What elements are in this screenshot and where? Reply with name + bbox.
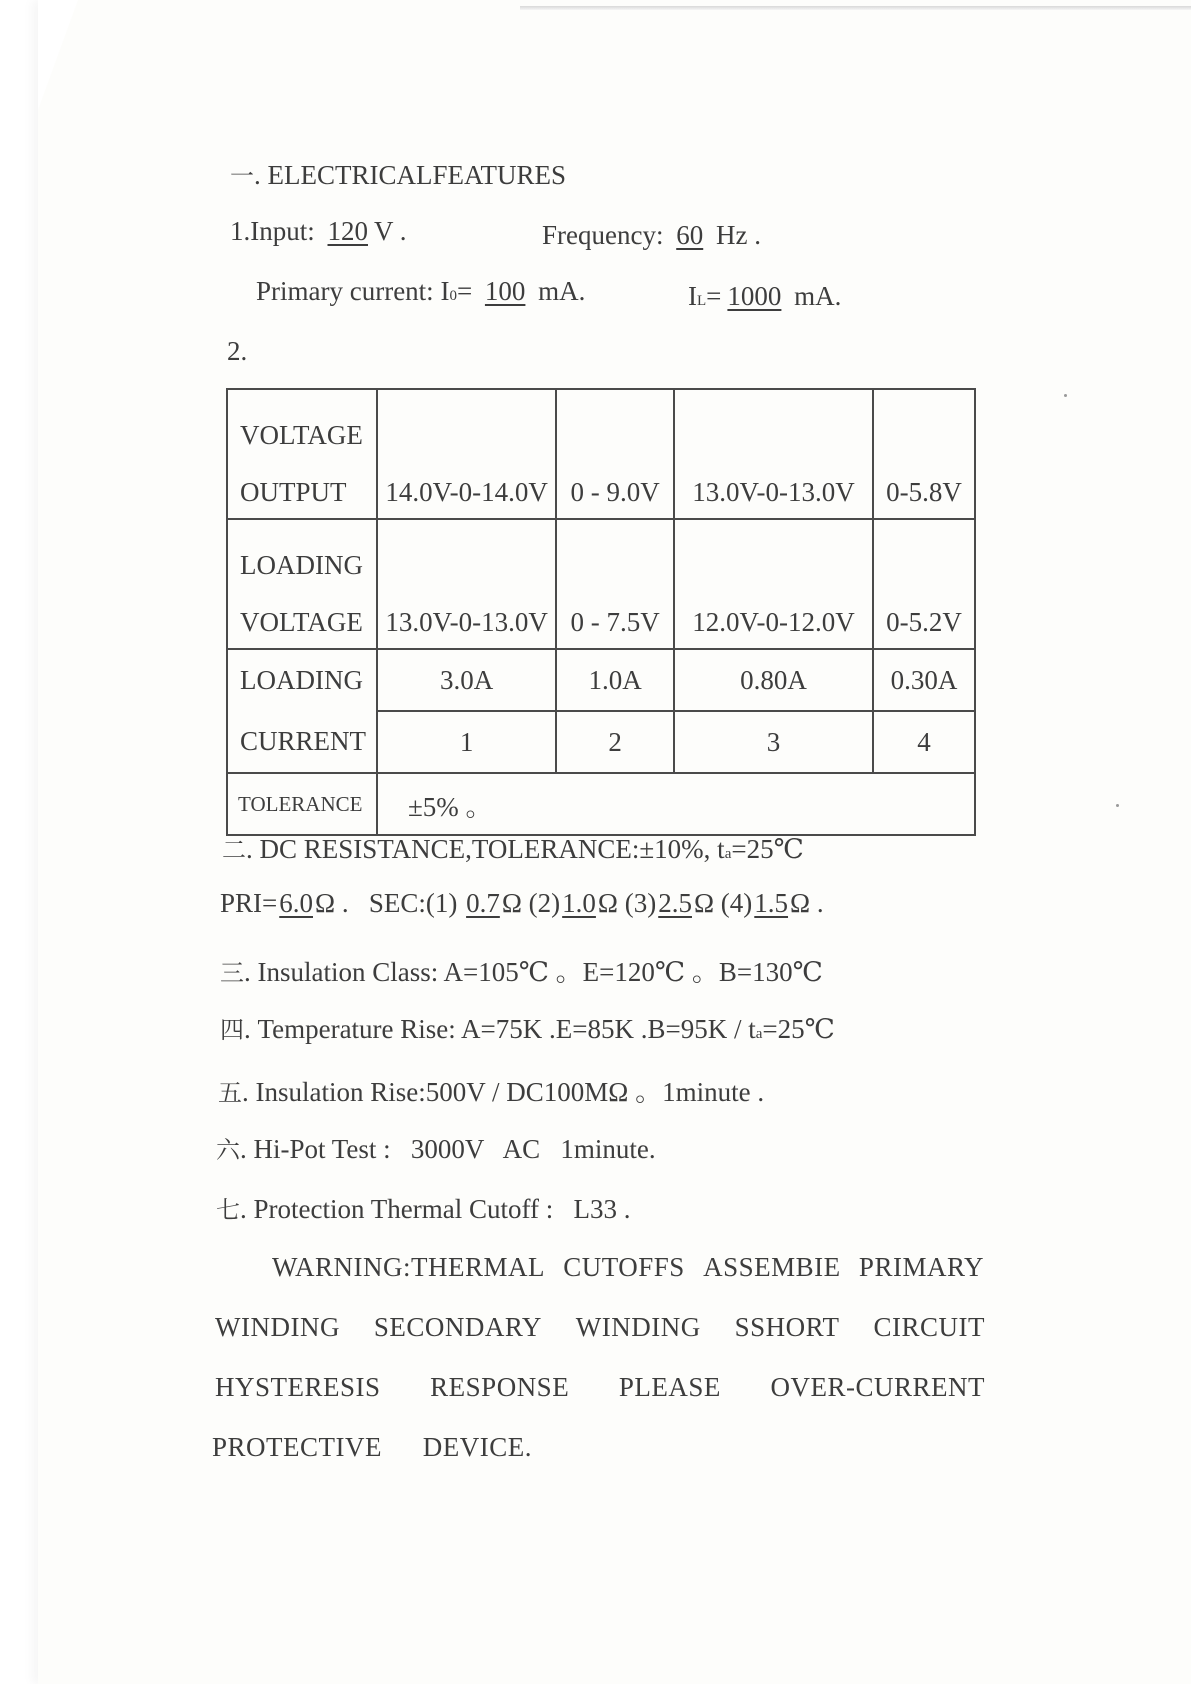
pri-unit: Ω . xyxy=(315,888,349,918)
table-cell: 12.0V-0-12.0V xyxy=(674,519,873,649)
warning-word: WARNING:THERMAL xyxy=(272,1252,545,1282)
warning-word: RESPONSE xyxy=(430,1372,570,1402)
section5-marker: 五 xyxy=(218,1079,242,1107)
frequency-line xyxy=(542,220,761,251)
warning-word: WINDING xyxy=(575,1312,701,1342)
resistance-line xyxy=(220,888,824,919)
frequency-unit: Hz . xyxy=(715,220,761,250)
header-line: LOADING xyxy=(240,550,363,580)
table-cell: 0 - 9.0V xyxy=(556,389,674,519)
section4-text: Temperature Rise: A=75K .E=85K .B=95K / t xyxy=(257,1014,756,1044)
primary-eq: = xyxy=(456,276,473,306)
section5-text: Insulation Rise:500V / DC100MΩ 。1minute . xyxy=(255,1077,765,1107)
section6-line: 六. Hi-Pot Test : 3000V AC 1minute. xyxy=(216,1134,656,1164)
section7-line: 七. Protection Thermal Cutoff : L33 . xyxy=(216,1194,631,1224)
table-cell: 13.0V-0-13.0V xyxy=(377,519,556,649)
il-label: I xyxy=(688,281,697,311)
table-cell: 2 xyxy=(556,711,674,773)
header-line: CURRENT xyxy=(240,726,367,756)
section5-line: 五. Insulation Rise:500V / DC100MΩ 。1minute . xyxy=(218,1077,765,1107)
section2-heading: 二. DC RESISTANCE,TOLERANCE:±10%, ta=25℃ xyxy=(222,834,804,864)
sec1-value: 0.7 xyxy=(466,888,500,918)
tolerance-value: ±5% 。 xyxy=(377,773,975,835)
sec3-label: Ω (3) xyxy=(597,888,657,918)
il-sub: L xyxy=(697,293,707,309)
table-cell: 0-5.2V xyxy=(873,519,975,649)
il-unit: mA. xyxy=(794,281,842,311)
warning-line-1 xyxy=(272,1252,984,1283)
row-header-voltage-output xyxy=(227,389,377,519)
input-line xyxy=(230,216,407,247)
header-line: VOLTAGE xyxy=(240,607,363,637)
primary-current-line xyxy=(256,276,585,307)
table-cell: 0 - 7.5V xyxy=(556,519,674,649)
sec2-value: 1.0 xyxy=(562,888,596,918)
section7-text: Protection Thermal Cutoff : L33 . xyxy=(253,1194,631,1224)
il-eq: = xyxy=(706,281,722,311)
frequency-label: Frequency: xyxy=(542,220,664,250)
section4-marker: 四 xyxy=(220,1016,244,1044)
warning-word: HYSTERESIS xyxy=(215,1372,381,1402)
sec3-value: 2.5 xyxy=(658,888,692,918)
table-cell: 0.80A xyxy=(674,649,873,711)
table-cell: 4 xyxy=(873,711,975,773)
table-cell: 0.30A xyxy=(873,649,975,711)
table-cell: 14.0V-0-14.0V xyxy=(377,389,556,519)
warning-word: CIRCUIT xyxy=(873,1312,985,1342)
table-cell: 1 xyxy=(377,711,556,773)
ta-label: t xyxy=(717,834,725,864)
section1-marker: 一 xyxy=(230,162,254,190)
warning-word: SSHORT xyxy=(734,1312,840,1342)
table-row xyxy=(227,389,975,519)
sec4-value: 1.5 xyxy=(754,888,789,918)
warning-word: SECONDARY xyxy=(373,1312,542,1342)
row-header-loading-current xyxy=(227,649,377,773)
table-row xyxy=(227,649,975,711)
sec-end: Ω . xyxy=(790,888,824,918)
section4-tail: =25℃ xyxy=(762,1014,835,1044)
table-row xyxy=(227,519,975,649)
pri-label: PRI= xyxy=(220,888,278,918)
row-header-loading-voltage xyxy=(227,519,377,649)
section6-marker: 六 xyxy=(216,1136,240,1164)
table-row xyxy=(227,773,975,835)
header-line: LOADING xyxy=(240,665,363,695)
primary-unit: mA. xyxy=(538,276,586,306)
section1-heading: 一. ELECTRICALFEATURES xyxy=(230,160,567,190)
frequency-value: 60 xyxy=(676,220,704,250)
ta-value: =25℃ xyxy=(731,834,804,864)
warning-line-3 xyxy=(215,1372,985,1403)
sec2-label: Ω (2) xyxy=(501,888,561,918)
section6-text: Hi-Pot Test : 3000V AC 1minute. xyxy=(253,1134,656,1164)
warning-word: PROTECTIVE xyxy=(212,1432,382,1462)
input-value: 120 xyxy=(327,216,368,246)
ta-sub: a xyxy=(724,846,732,862)
il-line xyxy=(688,281,841,312)
warning-word: ASSEMBIE xyxy=(703,1252,841,1282)
primary-value: 100 xyxy=(484,276,526,306)
warning-line-4 xyxy=(212,1432,532,1463)
section7-marker: 七 xyxy=(216,1196,240,1224)
section4-sub: a xyxy=(755,1026,763,1042)
warning-word: OVER-CURRENT xyxy=(770,1372,985,1402)
table-cell: 3.0A xyxy=(377,649,556,711)
sec-label: SEC:(1) xyxy=(368,888,458,918)
table-cell: 0-5.8V xyxy=(873,389,975,519)
section4-line: 四. Temperature Rise: A=75K .E=85K .B=95K / ta=25℃ xyxy=(220,1014,835,1044)
header-line: VOLTAGE xyxy=(240,420,363,450)
tolerance-label: TOLERANCE xyxy=(227,773,377,835)
input-unit: V . xyxy=(374,216,407,246)
table-cell: 1.0A xyxy=(556,649,674,711)
warning-word: PLEASE xyxy=(618,1372,721,1402)
section1-title: ELECTRICALFEATURES xyxy=(267,160,567,190)
header-line: OUTPUT xyxy=(240,477,347,507)
section3-marker: 三 xyxy=(220,959,244,987)
spec-table xyxy=(226,388,976,836)
table-cell: 13.0V-0-13.0V xyxy=(674,389,873,519)
input-label: 1.Input: xyxy=(230,216,315,246)
section3-line: 三. Insulation Class: A=105℃ 。E=120℃ 。B=130℃ xyxy=(220,957,823,987)
primary-sub: 0 xyxy=(449,288,457,304)
item-2-label: 2. xyxy=(227,336,248,366)
section2-text: DC RESISTANCE,TOLERANCE:±10%, xyxy=(259,834,711,864)
il-value: 1000 xyxy=(727,281,782,311)
table-cell: 3 xyxy=(674,711,873,773)
primary-label: Primary current: I xyxy=(256,276,450,306)
sec4-label: Ω (4) xyxy=(693,888,753,918)
section2-marker: 二 xyxy=(222,836,246,864)
warning-word: DEVICE. xyxy=(422,1432,532,1462)
warning-word: CUTOFFS xyxy=(563,1252,685,1282)
pri-value: 6.0 xyxy=(279,888,313,918)
warning-line-2 xyxy=(215,1312,985,1343)
section3-text: Insulation Class: A=105℃ 。E=120℃ 。B=130℃ xyxy=(257,957,823,987)
warning-word: WINDING xyxy=(215,1312,340,1342)
warning-word: PRIMARY xyxy=(858,1252,984,1282)
